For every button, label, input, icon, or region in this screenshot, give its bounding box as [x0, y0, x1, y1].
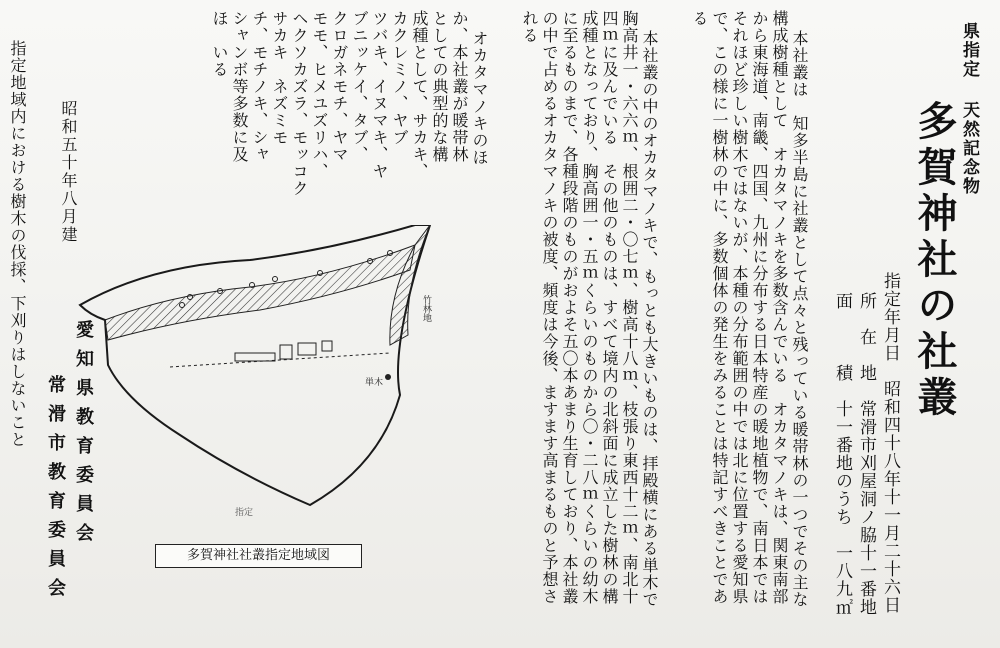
map-caption: 多賀神社社叢指定地域図	[155, 544, 362, 568]
designation-label: 県指定 天然記念物	[959, 22, 979, 196]
map-bottom-label: 指定	[235, 508, 254, 518]
forest-label: 竹林地	[421, 295, 431, 322]
body-text-3-line-10: ヘクソカズラ、モッコク	[290, 10, 309, 197]
body-text-2-line-2: 胸高井一・六六ｍ、根囲二・〇七ｍ、樹高十八ｍ、枝張り東西十二ｍ、南北十	[620, 10, 639, 605]
org-tokoname: 常滑市教育委員会	[45, 375, 66, 607]
designated-area-map	[70, 225, 450, 535]
erected-date: 昭和五十年八月建	[59, 100, 78, 244]
body-text-1-line-3: から東海道、南畿、四国、九州に分布する日本特産の暖地植物で、南日本では	[750, 10, 769, 605]
body-text-1-line-4: それほど珍しい樹木ではないが、本種の分布範囲の中では北に位置する愛知県	[730, 10, 749, 605]
location: 所 在 地 常滑市刈屋洞ノ脇十一番地	[856, 292, 876, 616]
org-aichi: 愛知県教育委員会	[73, 320, 94, 552]
body-text-3-line-4: 成種として、サカキ、	[410, 10, 429, 180]
body-text-2-line-6: の中で占めるオカタマノキの被度、頻度は今後、ますます高まるものと予想さ	[540, 10, 559, 605]
body-text-3-line-1: オカタマノキのほ	[470, 30, 489, 166]
body-text-3-line-3: としての典型的な構	[430, 10, 449, 163]
body-text-1-line-6: る	[690, 10, 709, 27]
single-tree-marker	[385, 374, 391, 380]
body-text-3-line-6: ツバキ、イヌマキ、ヤ	[370, 10, 389, 180]
body-text-2-line-7: れる	[520, 10, 539, 44]
body-text-3-line-13: シャンボ等多数に及	[230, 10, 249, 163]
single-tree-label: 単木	[365, 378, 384, 388]
shrine-buildings	[170, 341, 390, 367]
body-text-3-line-9: モモ、ヒメユズリハ、	[310, 10, 329, 180]
body-text-3-line-5: カクレミノ、ヤブ	[390, 10, 409, 146]
area: 面 積 十一番地のうち 一八九㎡	[832, 292, 852, 616]
body-text-3-line-7: ブニッケイ、タブ、	[350, 10, 369, 163]
body-text-3-line-12: チ、モチノキ、シャ	[250, 10, 269, 163]
body-text-2-line-1: 本社叢の中のオカタマノキで、もっとも大きいものは、拝殿横にある単木で	[640, 30, 659, 608]
body-text-1-line-1: 本社叢は 知多半島に社叢として点々と残っている暖帯林の一つでその主な	[790, 30, 809, 608]
body-text-2-line-5: に至るものまで、各種段階のものがおよそ五〇本あまり生育しており、本社叢	[560, 10, 579, 605]
body-text-1-line-2: 構成樹種として オカタマノキを多数含んでいる オカタマノキは、関東南部	[770, 10, 789, 605]
logging-notice: 指定地域内における樹木の伐採、下刈りはしないこと	[8, 40, 27, 448]
body-text-3-line-8: クロガネモチ、ヤマ	[330, 10, 349, 163]
body-text-2-line-3: 四ｍに及んでいる その他のものは、すべて境内の北斜面に成立した樹林の構	[600, 10, 619, 605]
body-text-1-line-5: で、この様に一樹林の中に、多数個体の発生をみることは特記すべきことであ	[710, 10, 729, 605]
body-text-3-line-11: サカキ ネズミモ	[270, 10, 289, 146]
body-text-3-line-14: ほ いる	[210, 10, 229, 78]
body-text-3-line-2: か、本社叢が暖帯林	[450, 10, 469, 163]
designation-date: 指定年月日 昭和四十八年十一月二十六日	[880, 272, 900, 614]
body-text-2-line-4: 成種となっており、胸高囲一・五ｍくらいのものから〇・二八ｍくらいの幼木	[580, 10, 599, 605]
page-title: 多賀神社の社叢	[911, 100, 957, 422]
